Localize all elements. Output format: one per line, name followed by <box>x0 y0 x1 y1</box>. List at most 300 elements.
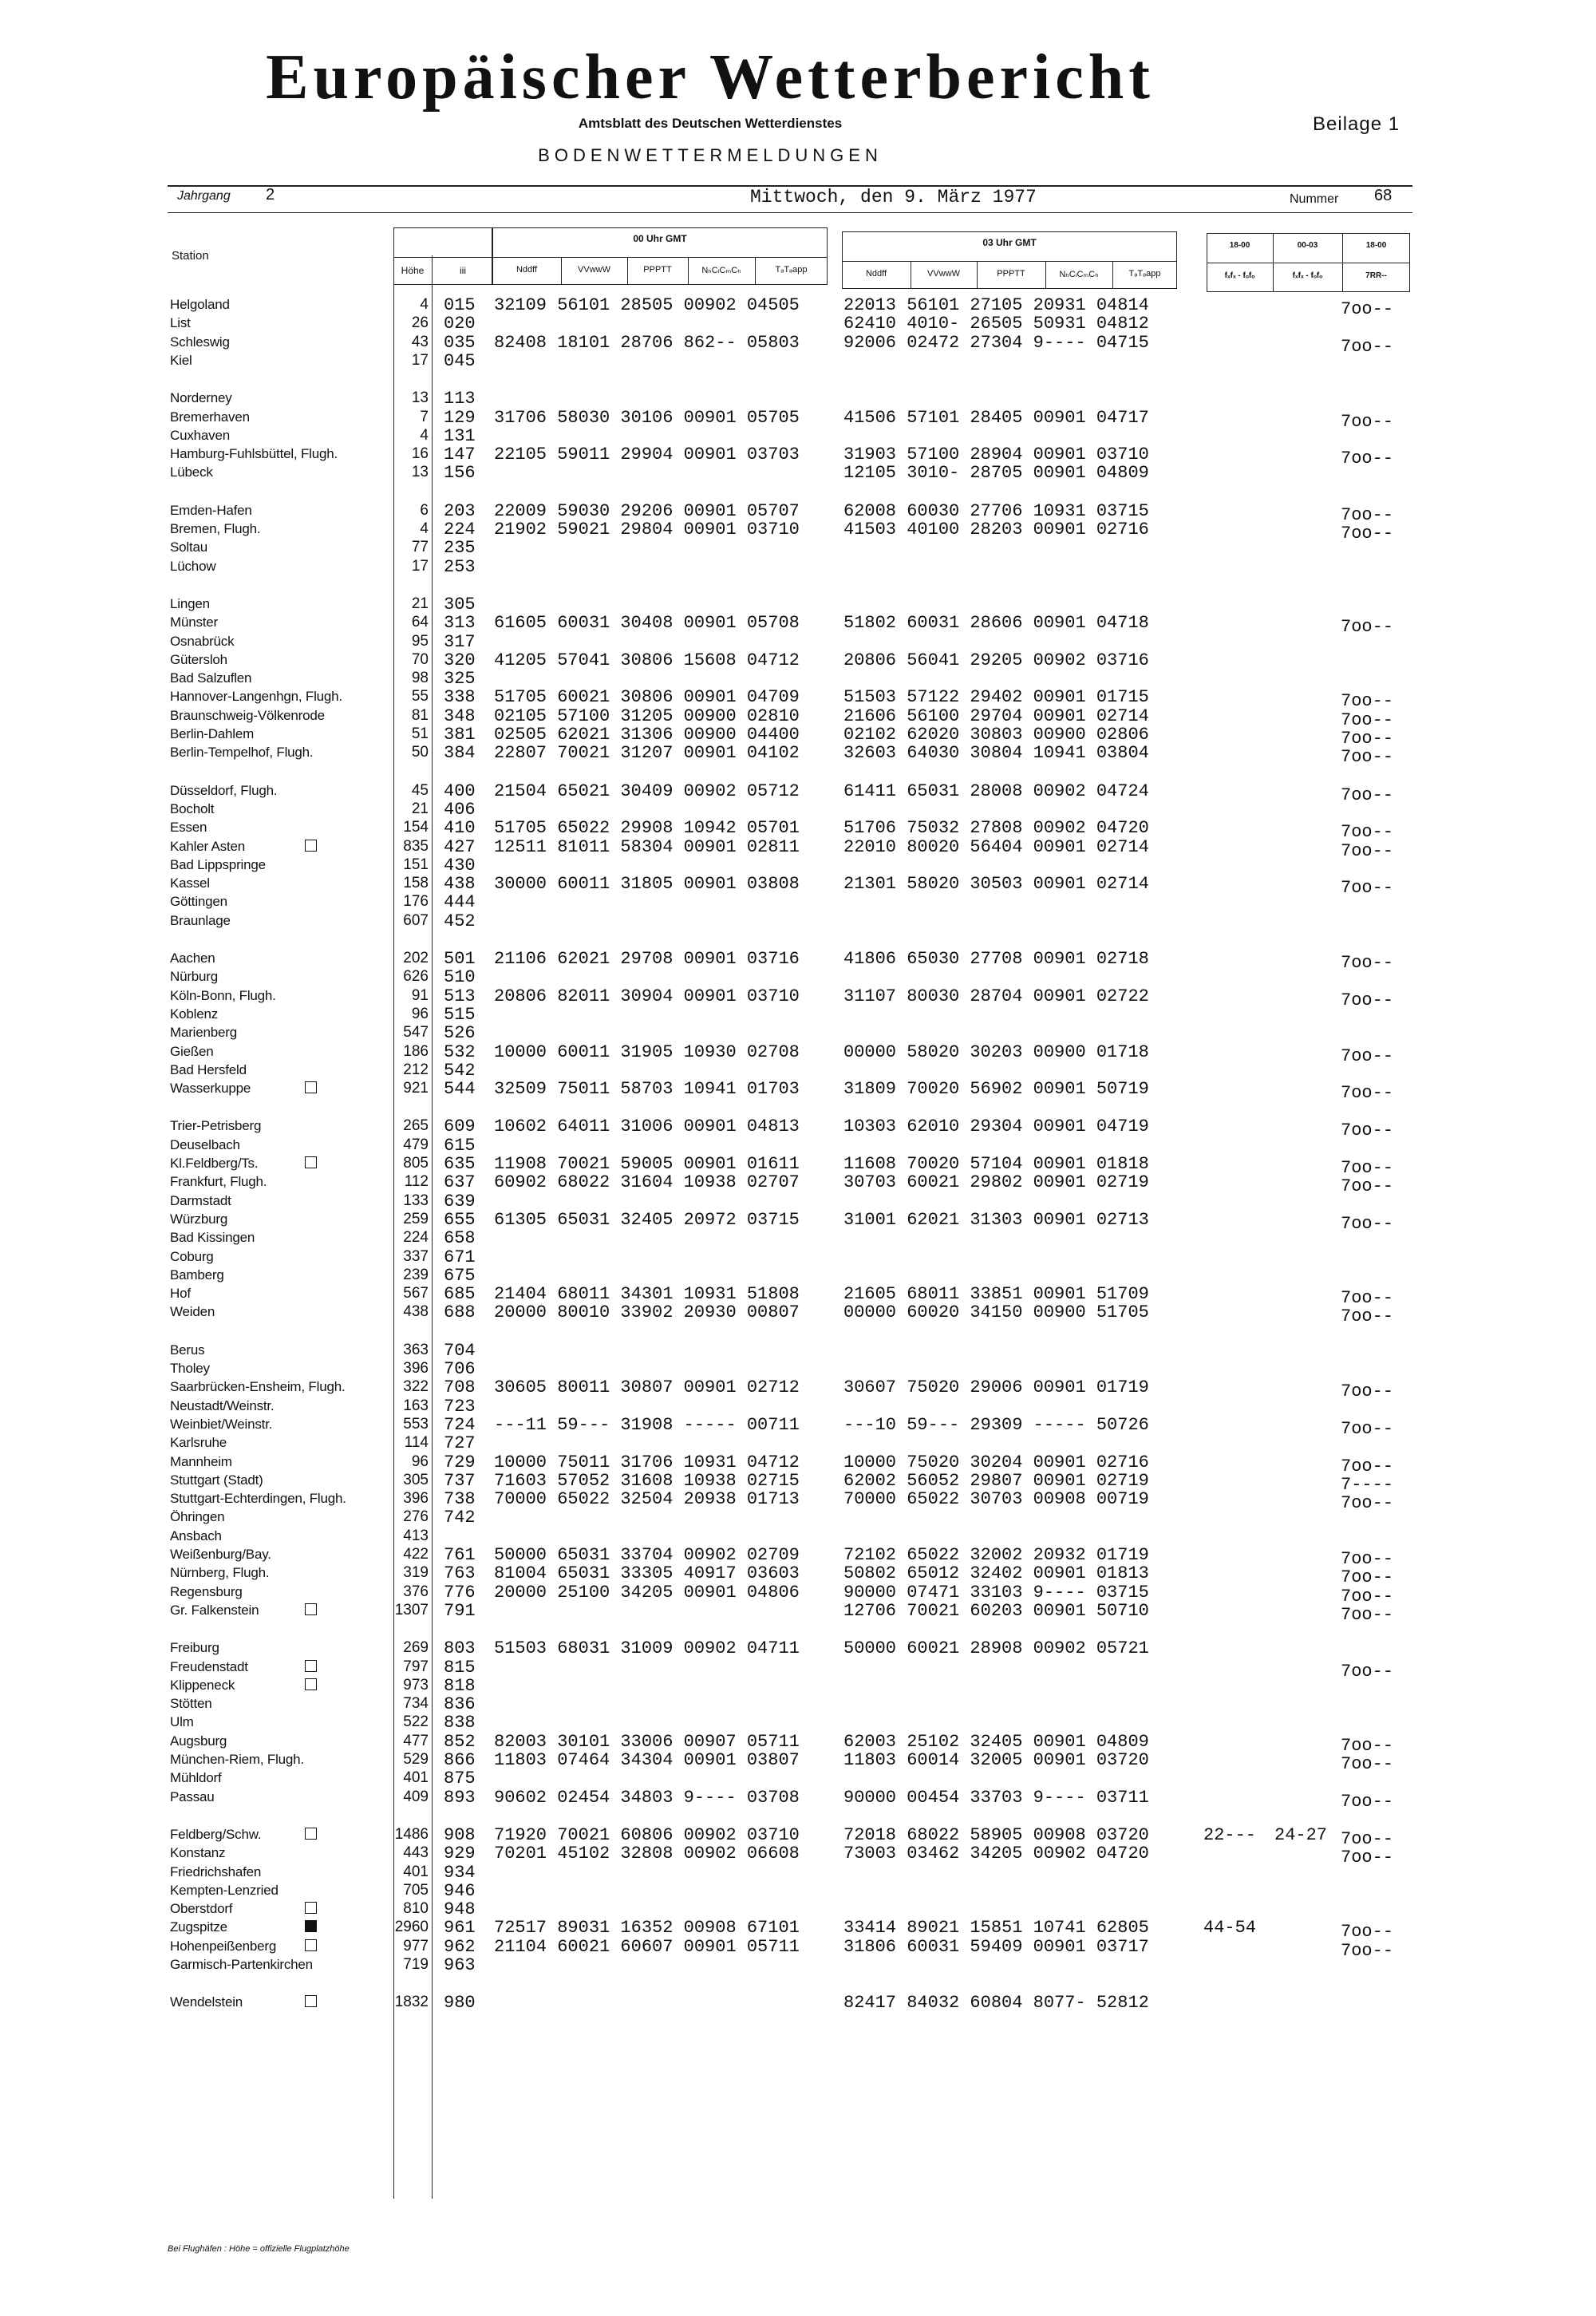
obs-00-gmt: 10602 64011 31006 00901 04813 <box>494 1117 800 1137</box>
table-row <box>0 743 1596 768</box>
station-hoehe: 810 <box>403 1900 429 1918</box>
obs-rr: 7oo-- <box>1341 729 1394 749</box>
station-hoehe: 547 <box>403 1024 429 1041</box>
beilage-label: Beilage 1 <box>1313 113 1400 135</box>
obs-00-gmt: 30000 60011 31805 00901 03808 <box>494 874 800 895</box>
station-hoehe: 4 <box>420 520 429 537</box>
obs-00-gmt: 22009 59030 29206 00901 05707 <box>494 500 800 521</box>
station-hoehe: 1307 <box>394 1601 429 1618</box>
station-iii: 671 <box>444 1247 476 1267</box>
station-iii: 706 <box>444 1359 476 1379</box>
table-row <box>0 295 1596 319</box>
table-row <box>0 856 1596 874</box>
station-hoehe: 265 <box>403 1117 429 1135</box>
station-name: Hamburg-Fuhlsbüttel, Flugh. <box>170 446 338 462</box>
station-name: Braunlage <box>170 912 231 928</box>
station-hoehe: 7 <box>420 408 429 425</box>
col-x3-bot: 7RR-- <box>1365 271 1387 280</box>
obs-00-gmt: 21504 65021 30409 00902 05712 <box>494 781 800 801</box>
station-name: Bamberg <box>170 1267 224 1282</box>
station-name: Norderney <box>170 390 232 406</box>
obs-00-gmt: 60902 68022 31604 10938 02707 <box>494 1172 800 1193</box>
station-iii: 406 <box>444 799 476 820</box>
station-hoehe: 805 <box>403 1155 429 1172</box>
obs-00-gmt: 32109 56101 28505 00902 04505 <box>494 295 800 315</box>
station-hoehe: 401 <box>403 1769 429 1787</box>
station-name: Hof <box>170 1286 191 1302</box>
station-hoehe: 176 <box>403 893 429 911</box>
obs-00-gmt: 21104 60021 60607 00901 05711 <box>494 1936 800 1957</box>
station-hoehe: 45 <box>411 781 429 799</box>
col-iii: iii <box>460 265 466 276</box>
obs-03-gmt: 31903 57100 28904 00901 03710 <box>843 445 1149 465</box>
station-name: Frankfurt, Flugh. <box>170 1174 267 1190</box>
station-iii: 615 <box>444 1135 476 1156</box>
station-name: München-Riem, Flugh. <box>170 1752 304 1767</box>
obs-rr: 7oo-- <box>1341 1735 1394 1756</box>
station-iii: 929 <box>444 1844 476 1864</box>
table-row <box>0 1508 1596 1526</box>
station-name: Bremerhaven <box>170 409 250 425</box>
table-row <box>0 1266 1596 1284</box>
col-03-temp: TₔTₔapp <box>1128 269 1161 279</box>
station-name: Kahler Asten <box>170 838 245 854</box>
station-iii: 544 <box>444 1079 476 1100</box>
open-square-icon <box>305 1828 317 1840</box>
station-hoehe: 112 <box>404 1173 429 1191</box>
table-row <box>0 836 1596 861</box>
station-hoehe: 337 <box>403 1247 429 1265</box>
station-name: Garmisch-Partenkirchen <box>170 1957 313 1972</box>
station-iii: 129 <box>444 407 476 428</box>
col-x1-top: 18-00 <box>1229 241 1250 250</box>
col-03-pppt: PPPTT <box>997 269 1025 279</box>
table-row <box>0 407 1596 432</box>
station-iii: 235 <box>444 538 476 559</box>
table-row <box>0 463 1596 484</box>
station-iii: 723 <box>444 1396 476 1417</box>
obs-rr: 7oo-- <box>1341 785 1394 805</box>
station-hoehe: 21 <box>411 595 429 612</box>
table-row <box>0 1657 1596 1682</box>
station-name: Nürburg <box>170 969 219 985</box>
station-name: Lübeck <box>170 464 213 480</box>
obs-00-gmt: 10000 60011 31905 10930 02708 <box>494 1041 800 1062</box>
table-row <box>0 781 1596 805</box>
station-hoehe: 4 <box>420 426 429 444</box>
station-hoehe: 422 <box>403 1546 429 1563</box>
table-row <box>0 1341 1596 1359</box>
station-name: Freudenstadt <box>170 1658 248 1674</box>
table-row <box>0 1005 1596 1023</box>
obs-03-gmt: 31809 70020 56902 00901 50719 <box>843 1079 1149 1100</box>
table-row <box>0 1397 1596 1415</box>
station-name: Passau <box>170 1788 215 1804</box>
table-row <box>0 1470 1596 1495</box>
table-row <box>0 538 1596 559</box>
obs-00-gmt: 22105 59011 29904 00901 03703 <box>494 445 800 465</box>
table-row <box>0 1041 1596 1066</box>
obs-00-gmt: 71603 57052 31608 10938 02715 <box>494 1470 800 1491</box>
station-hoehe: 1832 <box>394 1994 429 2011</box>
station-hoehe: 17 <box>411 557 429 575</box>
table-row <box>0 520 1596 543</box>
station-hoehe: 409 <box>403 1788 429 1805</box>
station-iii: 791 <box>444 1600 476 1621</box>
station-iii: 313 <box>444 613 476 634</box>
obs-rr: 7oo-- <box>1341 299 1394 319</box>
issue-date: Mittwoch, den 9. März 1977 <box>750 187 1037 207</box>
obs-rr: 7oo-- <box>1341 1306 1394 1327</box>
station-name: Düsseldorf, Flugh. <box>170 782 278 798</box>
obs-rr: 7oo-- <box>1341 1381 1394 1402</box>
obs-03-gmt: 41506 57101 28405 00901 04717 <box>843 407 1149 428</box>
station-hoehe: 438 <box>403 1303 429 1321</box>
station-iii: 635 <box>444 1154 476 1174</box>
station-name: Karlsruhe <box>170 1435 227 1451</box>
obs-rr: 7oo-- <box>1341 1418 1394 1439</box>
table-row <box>0 1769 1596 1787</box>
station-hoehe: 96 <box>411 1452 429 1470</box>
station-iii: 532 <box>444 1041 476 1062</box>
station-iii: 658 <box>444 1228 476 1249</box>
station-name: Coburg <box>170 1248 214 1264</box>
station-iii: 305 <box>444 594 476 615</box>
station-name: Weinbiet/Weinstr. <box>170 1416 273 1432</box>
station-hoehe: 376 <box>403 1583 429 1600</box>
station-hoehe: 553 <box>403 1415 429 1433</box>
station-iii: 526 <box>444 1023 476 1044</box>
station-iii: 438 <box>444 874 476 895</box>
station-hoehe: 43 <box>411 333 429 350</box>
station-iii: 708 <box>444 1377 476 1398</box>
table-row <box>0 1844 1596 1868</box>
station-iii: 838 <box>444 1713 476 1733</box>
footnote: Bei Flughäfen : Höhe = offizielle Flugplatzhöhe <box>168 2244 350 2254</box>
station-iii: 224 <box>444 520 476 539</box>
obs-03-gmt: 51503 57122 29402 00901 01715 <box>843 687 1149 708</box>
obs-extra-1: 44-54 <box>1203 1918 1257 1939</box>
table-row <box>0 1414 1596 1439</box>
obs-03-gmt: 12706 70021 60203 00901 50710 <box>843 1600 1149 1621</box>
table-row <box>0 1527 1596 1545</box>
station-hoehe: 158 <box>403 875 429 892</box>
obs-00-gmt: 82408 18101 28706 862-- 05803 <box>494 332 800 353</box>
open-square-icon <box>305 1995 317 2007</box>
station-iii: 866 <box>444 1750 476 1770</box>
obs-00-gmt: 51503 68031 31009 00902 04711 <box>494 1638 800 1659</box>
obs-00-gmt: ---11 59--- 31908 ----- 00711 <box>494 1414 800 1435</box>
station-name: Koblenz <box>170 1006 219 1022</box>
table-row <box>0 705 1596 730</box>
station-iii: 131 <box>444 425 476 446</box>
station-hoehe: 98 <box>411 670 429 687</box>
obs-rr: 7oo-- <box>1341 822 1394 843</box>
table-row <box>0 445 1596 469</box>
station-hoehe: 51 <box>411 725 429 742</box>
station-hoehe: 16 <box>411 445 429 463</box>
station-hoehe: 276 <box>403 1508 429 1526</box>
station-hoehe: 1486 <box>394 1825 429 1843</box>
station-name: Cuxhaven <box>170 427 230 443</box>
station-name: Lingen <box>170 595 210 611</box>
obs-00-gmt: 20000 25100 34205 00901 04806 <box>494 1582 800 1603</box>
obs-rr: 7oo-- <box>1341 449 1394 469</box>
station-hoehe: 259 <box>403 1210 429 1227</box>
obs-00-gmt: 11908 70021 59005 00901 01611 <box>494 1154 800 1174</box>
station-hoehe: 70 <box>411 650 429 668</box>
station-iii: 737 <box>444 1470 476 1491</box>
obs-rr: 7oo-- <box>1341 1045 1394 1066</box>
obs-03-gmt: 11803 60014 32005 00901 03720 <box>843 1750 1149 1770</box>
obs-03-gmt: 62410 4010- 26505 50931 04812 <box>843 314 1149 334</box>
station-name: Bad Salzuflen <box>170 670 252 686</box>
col-03-nddff: Nddff <box>865 269 887 279</box>
station-hoehe: 396 <box>403 1360 429 1377</box>
station-hoehe: 224 <box>403 1229 429 1247</box>
station-iii: 685 <box>444 1284 476 1305</box>
open-square-icon <box>305 1603 317 1615</box>
table-row <box>0 1936 1596 1961</box>
station-iii: 776 <box>444 1582 476 1603</box>
station-name: Freiburg <box>170 1640 219 1656</box>
station-name: Mühldorf <box>170 1770 222 1786</box>
table-row <box>0 1955 1596 1974</box>
table-row <box>0 500 1596 525</box>
col-00-nddff: Nddff <box>516 265 538 275</box>
station-hoehe: 212 <box>403 1061 429 1078</box>
obs-00-gmt: 02505 62021 31306 00900 04400 <box>494 725 800 745</box>
station-hoehe: 973 <box>403 1676 429 1694</box>
station-hoehe: 133 <box>403 1192 429 1209</box>
obs-00-gmt: 21106 62021 29708 00901 03716 <box>494 949 800 969</box>
station-name: Aachen <box>170 951 215 966</box>
station-iii: 015 <box>444 295 476 315</box>
station-hoehe: 96 <box>411 1005 429 1022</box>
col-03-clouds: NₕCₗCₘCₕ <box>1059 270 1099 279</box>
col-x2-top: 00-03 <box>1297 241 1318 250</box>
obs-00-gmt: 30605 80011 30807 00901 02712 <box>494 1377 800 1398</box>
station-iii: 818 <box>444 1675 476 1696</box>
station-iii: 113 <box>444 389 476 409</box>
station-name: Schleswig <box>170 334 230 350</box>
station-iii: 430 <box>444 855 476 875</box>
station-name: Soltau <box>170 539 208 555</box>
table-row <box>0 1489 1596 1514</box>
station-name: Klippeneck <box>170 1677 235 1693</box>
station-name: Osnabrück <box>170 633 235 649</box>
table-row <box>0 1993 1596 2014</box>
station-hoehe: 64 <box>411 614 429 631</box>
station-name: Gütersloh <box>170 651 227 667</box>
station-iii: 675 <box>444 1265 476 1286</box>
table-row <box>0 1918 1596 1943</box>
obs-03-gmt: 62008 60030 27706 10931 03715 <box>843 500 1149 521</box>
station-iii: 763 <box>444 1563 476 1584</box>
station-name: Würzburg <box>170 1211 228 1227</box>
table-row <box>0 1433 1596 1452</box>
obs-03-gmt: 20806 56041 29205 00902 03716 <box>843 650 1149 670</box>
station-name: Öhringen <box>170 1509 225 1525</box>
table-row <box>0 1676 1596 1694</box>
table-row <box>0 1824 1596 1849</box>
station-iii: 156 <box>444 463 476 484</box>
obs-rr: 7oo-- <box>1341 524 1394 543</box>
obs-rr: 7oo-- <box>1341 1083 1394 1104</box>
obs-00-gmt: 02105 57100 31205 00900 02810 <box>494 705 800 726</box>
station-name: Ansbach <box>170 1528 222 1543</box>
station-name: Gr. Falkenstein <box>170 1602 259 1618</box>
col-03-vvwww: VVwwW <box>927 269 960 279</box>
obs-03-gmt: 62003 25102 32405 00901 04809 <box>843 1731 1149 1752</box>
obs-rr: 7oo-- <box>1341 1940 1394 1961</box>
obs-03-gmt: 41503 40100 28203 00901 02716 <box>843 520 1149 539</box>
obs-rr: 7oo-- <box>1341 1567 1394 1588</box>
station-name: Deuselbach <box>170 1136 240 1152</box>
station-hoehe: 163 <box>403 1397 429 1414</box>
station-iii: 655 <box>444 1209 476 1230</box>
table-row <box>0 613 1596 638</box>
station-iii: 961 <box>444 1918 476 1939</box>
station-hoehe: 21 <box>411 800 429 817</box>
station-iii: 253 <box>444 556 476 577</box>
station-hoehe: 479 <box>403 1136 429 1153</box>
station-hoehe: 55 <box>411 688 429 705</box>
table-row <box>0 1694 1596 1713</box>
obs-03-gmt: 00000 58020 30203 00900 01718 <box>843 1041 1149 1062</box>
table-row <box>0 332 1596 357</box>
table-row <box>0 426 1596 445</box>
obs-03-gmt: 31806 60031 59409 00901 03717 <box>843 1936 1149 1957</box>
station-iii: 320 <box>444 650 476 670</box>
station-name: Zugspitze <box>170 1919 227 1935</box>
station-iii: 515 <box>444 1004 476 1025</box>
obs-03-gmt: 31001 62021 31303 00901 02713 <box>843 1209 1149 1230</box>
station-iii: 452 <box>444 911 476 931</box>
obs-rr: 7oo-- <box>1341 1213 1394 1234</box>
station-hoehe: 396 <box>403 1490 429 1508</box>
obs-rr: 7oo-- <box>1341 504 1394 525</box>
obs-00-gmt: 10000 75011 31706 10931 04712 <box>494 1452 800 1472</box>
table-row <box>0 1881 1596 1899</box>
station-name: Saarbrücken-Ensheim, Flugh. <box>170 1379 346 1395</box>
station-name: Kassel <box>170 875 210 891</box>
station-iii: 035 <box>444 332 476 353</box>
table-row <box>0 1302 1596 1327</box>
station-iii: 962 <box>444 1936 476 1957</box>
obs-rr: 7oo-- <box>1341 709 1394 730</box>
station-name: Mannheim <box>170 1453 232 1469</box>
obs-rr: 7oo-- <box>1341 1493 1394 1514</box>
station-hoehe: 626 <box>403 968 429 986</box>
obs-rr: 7oo-- <box>1341 1586 1394 1607</box>
obs-03-gmt: 22013 56101 27105 20931 04814 <box>843 295 1149 315</box>
obs-rr: 7---- <box>1341 1474 1394 1495</box>
station-hoehe: 734 <box>403 1695 429 1713</box>
station-iii: 742 <box>444 1508 476 1528</box>
station-name: Feldberg/Schw. <box>170 1826 262 1842</box>
station-iii: 510 <box>444 967 476 988</box>
table-row <box>0 1284 1596 1309</box>
obs-extra-2: 24-27 <box>1274 1824 1328 1845</box>
station-name: Oberstdorf <box>170 1901 233 1917</box>
station-iii: 980 <box>444 1993 476 2014</box>
obs-00-gmt: 61305 65031 32405 20972 03715 <box>494 1209 800 1230</box>
obs-03-gmt: 33414 89021 15851 10741 62805 <box>843 1918 1149 1939</box>
table-row <box>0 1061 1596 1079</box>
open-square-icon <box>305 1660 317 1672</box>
station-hoehe: 305 <box>403 1471 429 1488</box>
obs-00-gmt: 72517 89031 16352 00908 67101 <box>494 1918 800 1939</box>
table-row <box>0 1563 1596 1588</box>
obs-rr: 7oo-- <box>1341 1176 1394 1197</box>
table-row <box>0 892 1596 911</box>
obs-03-gmt: 21301 58020 30503 00901 02714 <box>843 874 1149 895</box>
obs-03-gmt: 90000 00454 33703 9---- 03711 <box>843 1787 1149 1808</box>
obs-00-gmt: 21404 68011 34301 10931 51808 <box>494 1284 800 1305</box>
obs-rr: 7oo-- <box>1341 1791 1394 1812</box>
obs-00-gmt: 70201 45102 32808 00902 06608 <box>494 1844 800 1864</box>
obs-03-gmt: ---10 59--- 29309 ----- 50726 <box>843 1414 1149 1435</box>
table-row <box>0 1023 1596 1044</box>
station-iii: 542 <box>444 1060 476 1081</box>
table-row <box>0 800 1596 818</box>
table-row <box>0 1247 1596 1266</box>
table-row <box>0 1154 1596 1178</box>
obs-03-gmt: 10303 62010 29304 00901 04719 <box>843 1117 1149 1137</box>
station-iii: 893 <box>444 1787 476 1808</box>
obs-rr: 7oo-- <box>1341 1120 1394 1141</box>
obs-extra-1: 22--- <box>1203 1824 1257 1845</box>
station-hoehe: 269 <box>403 1639 429 1657</box>
station-name: Wasserkuppe <box>170 1081 251 1097</box>
table-row <box>0 874 1596 899</box>
obs-03-gmt: 62002 56052 29807 00901 02719 <box>843 1470 1149 1491</box>
station-name: Kempten-Lenzried <box>170 1882 279 1898</box>
obs-03-gmt: 50000 60021 28908 00902 05721 <box>843 1638 1149 1659</box>
page-title: Europäischer Wetterbericht <box>266 42 1155 113</box>
table-row <box>0 1079 1596 1104</box>
obs-03-gmt: 22010 80020 56404 00901 02714 <box>843 836 1149 857</box>
station-iii: 381 <box>444 725 476 745</box>
station-name: Marienberg <box>170 1025 237 1041</box>
table-row <box>0 351 1596 370</box>
page-subtitle: Amtsblatt des Deutschen Wetterdienstes <box>578 116 843 131</box>
station-iii: 729 <box>444 1452 476 1472</box>
station-hoehe: 114 <box>404 1434 429 1452</box>
table-row <box>0 1787 1596 1812</box>
station-hoehe: 2960 <box>394 1919 429 1936</box>
table-row <box>0 949 1596 973</box>
station-hoehe: 13 <box>411 464 429 481</box>
obs-rr: 7oo-- <box>1341 617 1394 638</box>
open-square-icon <box>305 1939 317 1951</box>
table-row <box>0 1228 1596 1247</box>
station-hoehe: 322 <box>403 1378 429 1396</box>
station-iii: 946 <box>444 1880 476 1901</box>
table-row <box>0 725 1596 749</box>
open-square-icon <box>305 840 317 852</box>
station-name: Braunschweig-Völkenrode <box>170 707 325 723</box>
jahrgang-value: 2 <box>266 186 275 204</box>
station-iii: 513 <box>444 986 476 1006</box>
station-iii: 400 <box>444 781 476 801</box>
station-iii: 803 <box>444 1638 476 1659</box>
station-hoehe: 319 <box>403 1564 429 1582</box>
obs-03-gmt: 50802 65012 32402 00901 01813 <box>843 1563 1149 1584</box>
station-name: Münster <box>170 615 219 630</box>
station-name: Bad Lippspringe <box>170 856 266 872</box>
